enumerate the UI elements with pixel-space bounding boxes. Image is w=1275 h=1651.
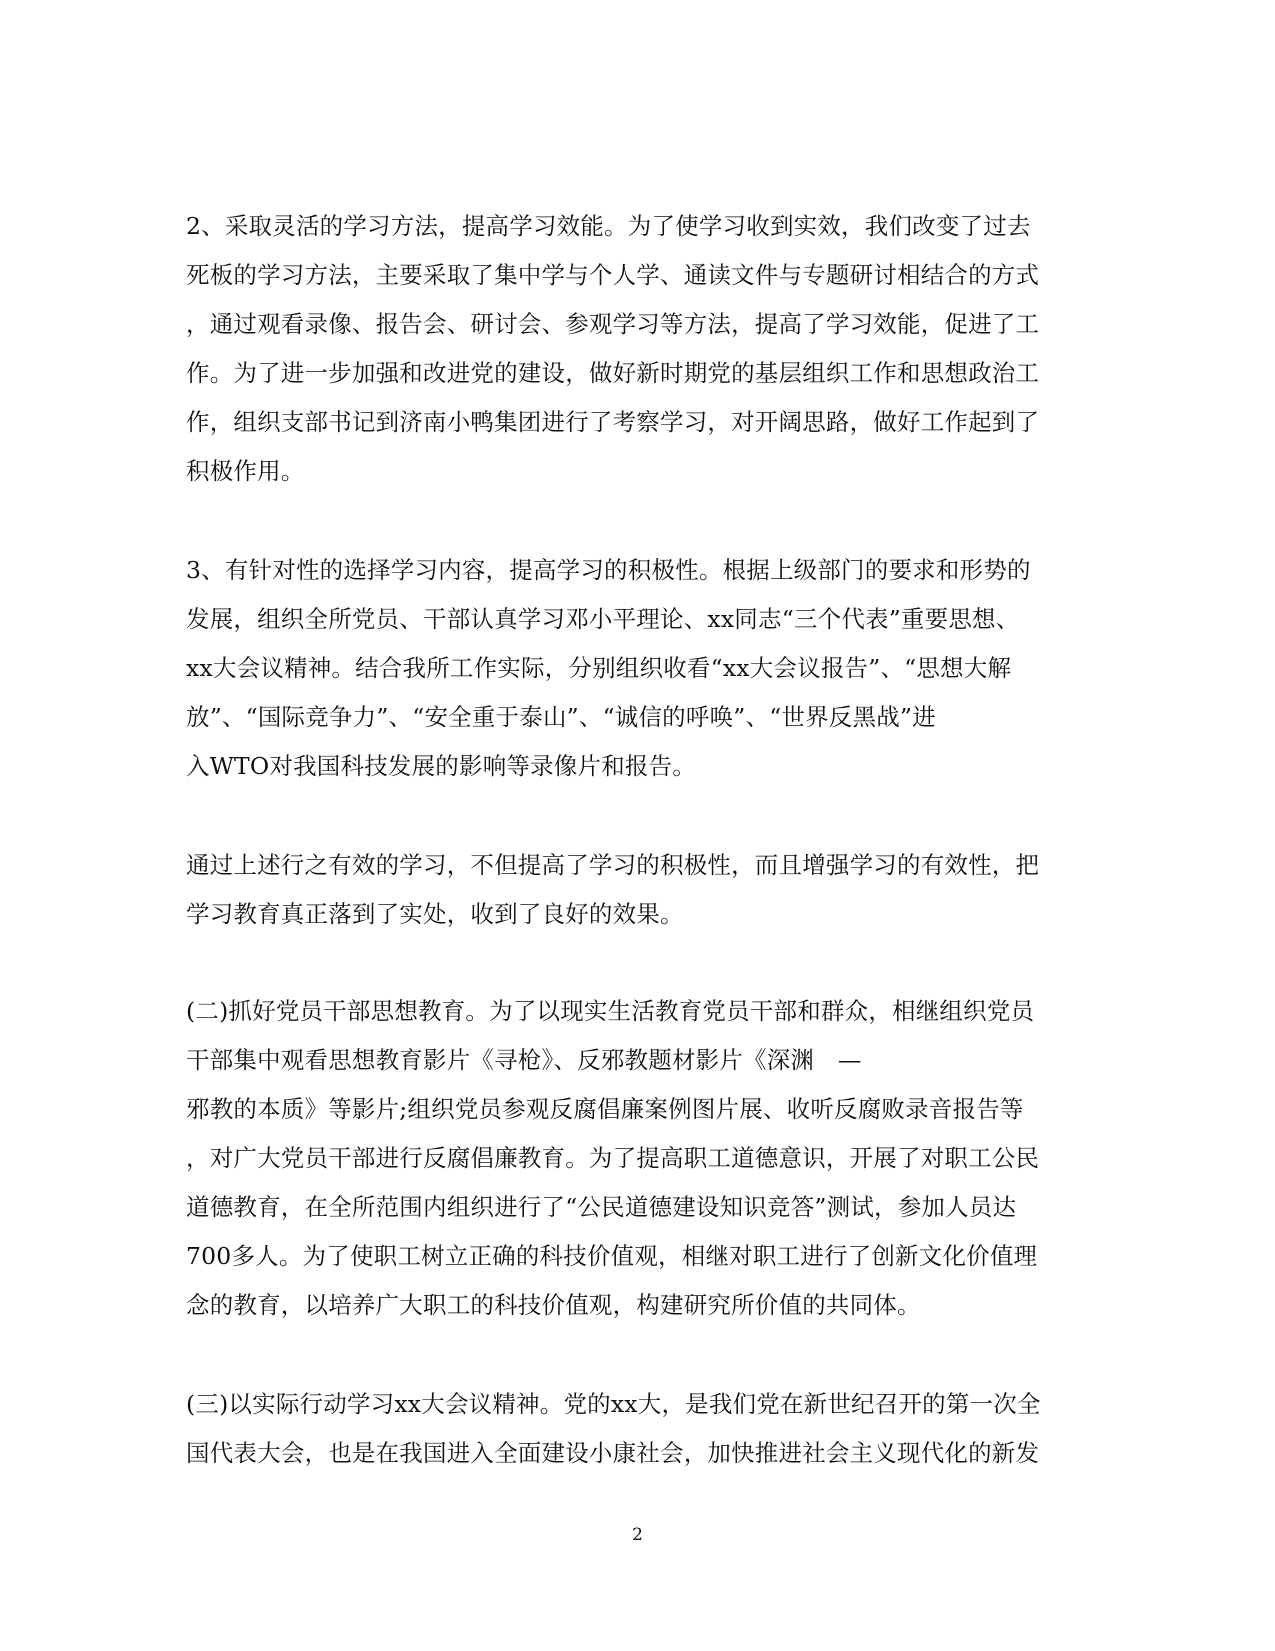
text-line: 2、采取灵活的学习方法，提高学习效能。为了使学习收到实效，我们改变了过去 — [186, 212, 1031, 240]
text-line: 作。为了进一步加强和改进党的建设，做好新时期党的基层组织工作和思想政治工 — [186, 359, 1040, 387]
paragraph-study-content — [186, 546, 1086, 791]
text-line: 放”、“国际竞争力”、“安全重于泰山”、“诚信的呼唤”、“世界反黑战”进 — [186, 703, 936, 731]
page-number: 2 — [632, 1525, 643, 1545]
text-line: 邪教的本质》等影片;组织党员参观反腐倡廉案例图片展、收听反腐败录音报告等 — [186, 1095, 1024, 1123]
text-line: 积极作用。 — [186, 457, 305, 485]
text-line: (三)以实际行动学习xx大会议精神。党的xx大，是我们党在新世纪召开的第一次全 — [186, 1390, 1041, 1418]
text-line: 念的教育，以培养广大职工的科技价值观，构建研究所价值的共同体。 — [186, 1291, 921, 1319]
text-line: (二)抓好党员干部思想教育。为了以现实生活教育党员干部和群众，相继组织党员 — [186, 997, 1035, 1025]
text-line: 国代表大会，也是在我国进入全面建设小康社会，加快推进社会主义现代化的新发 — [186, 1439, 1040, 1467]
text-line: 通过上述行之有效的学习，不但提高了学习的积极性，而且增强学习的有效性，把 — [186, 851, 1040, 879]
text-line: ，通过观看录像、报告会、研讨会、参观学习等方法，提高了学习效能，促进了工 — [186, 310, 1040, 338]
text-line: 学习教育真正落到了实处，收到了良好的效果。 — [186, 900, 684, 928]
text-line: 发展，组织全所党员、干部认真学习邓小平理论、xx同志“三个代表”重要思想、 — [186, 605, 1020, 633]
text-line: 干部集中观看思想教育影片《寻枪》、反邪教题材影片《深渊 — — [186, 1046, 862, 1074]
text-line: 700多人。为了使职工树立正确的科技价值观，相继对职工进行了创新文化价值理 — [186, 1242, 1038, 1270]
text-line: 死板的学习方法，主要采取了集中学与个人学、通读文件与专题研讨相结合的方式 — [186, 261, 1040, 289]
paragraph-congress-spirit — [186, 1380, 1086, 1478]
text-line: 3、有针对性的选择学习内容，提高学习的积极性。根据上级部门的要求和形势的 — [186, 556, 1031, 584]
text-line: ，对广大党员干部进行反腐倡廉教育。为了提高职工道德意识，开展了对职工公民 — [186, 1144, 1040, 1172]
text-line: xx大会议精神。结合我所工作实际，分别组织收看“xx大会议报告”、“思想大解 — [186, 654, 1012, 682]
text-line: 入WTO对我国科技发展的影响等录像片和报告。 — [186, 752, 696, 780]
paragraph-summary — [186, 841, 1086, 939]
text-line: 道德教育，在全所范围内组织进行了“公民道德建设知识竞答”测试，参加人员达 — [186, 1193, 1017, 1221]
paragraph-ideological-education — [186, 987, 1086, 1330]
paragraph-study-methods — [186, 202, 1086, 496]
text-line: 作，组织支部书记到济南小鸭集团进行了考察学习，对开阔思路，做好工作起到了 — [186, 408, 1040, 436]
